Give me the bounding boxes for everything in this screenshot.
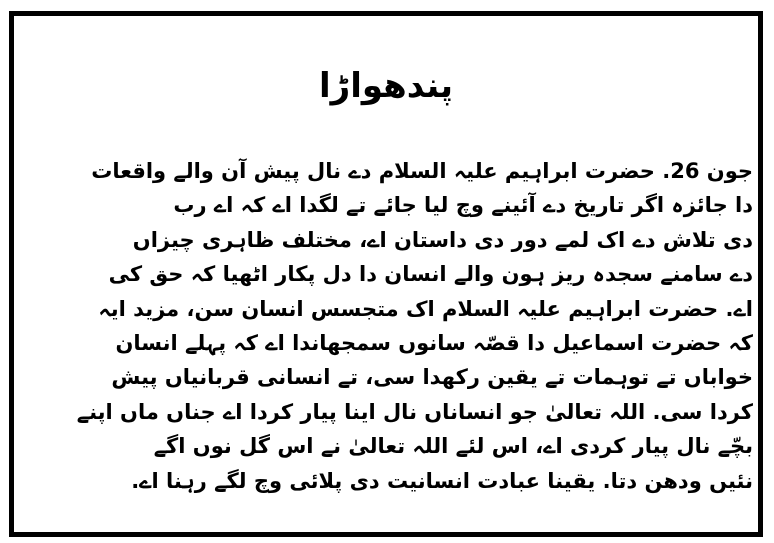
text-line: جون 26. حضرت ابراہیم علیہ السلام دے نال پیش آن والے واقعات	[91, 159, 753, 183]
text-line: کہ حضرت اسماعیل دا قصّہ سانوں سمجھاندا اے کہ پہلے انسان	[115, 330, 753, 355]
page-title: پندھواڑا	[318, 66, 454, 106]
text-line: اے. حضرت ابراہیم علیہ السلام اک متجسس انسان سن، مزید ایہ	[98, 296, 753, 321]
document-frame	[9, 11, 763, 537]
text-line: کردا سی. اللہ تعالیٰ جو انساناں نال اینا پیار کردا اے جناں ماں اپنے	[76, 399, 753, 424]
text-line: خواباں تے توہمات تے یقین رکھدا سی، تے انسانی قربانیاں پیش	[111, 365, 753, 390]
text-line: دے سامنے سجدہ ریز ہون والے انسان دا دل پکار اٹھیا کہ حق کی	[108, 262, 753, 287]
article-body	[25, 154, 753, 498]
text-line: نئیں ودھن دتا. یقینا عبادت انسانیت دی پلائی وچ لگے رہنا اے.	[131, 468, 753, 493]
text-line: دی تلاش دے اک لمے دور دی داستان اے، مختلف ظاہری چیزاں	[132, 227, 753, 252]
text-line: بچّے نال پیار کردی اے، اس لئے اللہ تعالیٰ نے اس گل نوں اگے	[153, 434, 753, 459]
text-line: دا جائزہ اگر تاریخ دے آئینے وچ لیا جائے تے لگدا اے کہ اے رب	[173, 193, 753, 218]
